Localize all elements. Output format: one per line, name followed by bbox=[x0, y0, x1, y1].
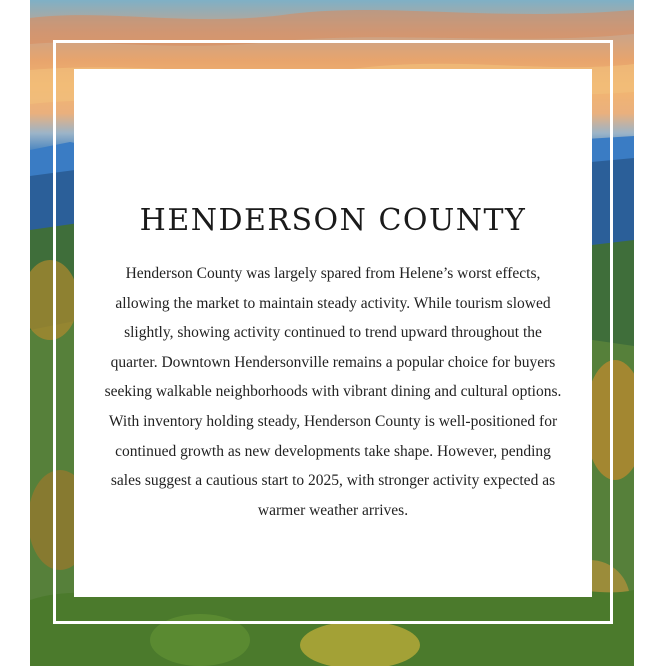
card-body-text: Henderson County was largely spared from Helene’s worst effects, allowing the market to maintain steady activity. While tourism slowed slightly, showing activity continued to trend upward throughout the quarter. Downtown Hendersonville remains a popular choice for buyers seeking walkable neighborhoods with vibrant dining and cultural options. With inventory holding steady, Henderson County is well-positioned for continued growth as new developments take shape. However, pending sales suggest a cautious start to 2025, with stronger activity expected as warmer weather arrives. bbox=[104, 265, 562, 519]
card-title: HENDERSON COUNTY bbox=[139, 203, 527, 238]
text-card bbox=[74, 69, 592, 597]
